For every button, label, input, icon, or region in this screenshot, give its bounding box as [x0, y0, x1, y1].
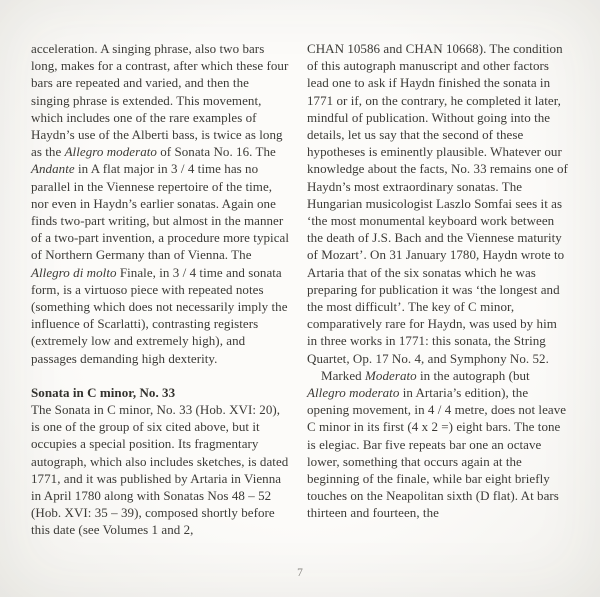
- text-run: in the autograph (but: [416, 367, 530, 383]
- text-run: CHAN 10586 and CHAN 10668). The condition of this autograph manuscript and other factors lead one to ask if Haydn finished the sonata in 1771 or if, on the contrary, he completed it later, mindful of publication. Without going into the details, let us say that the second of these hypotheses is eminently plausible. Whatever our knowledge about the facts, No. 33 remains one of Haydn’s most extraordinary sonatas. The Hungarian musicologist Laszlo Somfai sees it as ‘the most monumental keyboard work between the death of J.S. Bach and the Viennese maturity of Mozart’. On 31 January 1780, Haydn wrote to Artaria that of the six sonatas which he was preparing for publication it was ‘the longest and the most difficult’. The key of C minor, comparatively rare for Haydn, was used by him in three works in 1771: this sonata, the String Quartet, Op. 17 No. 4, and Symphony No. 52.: [307, 41, 568, 366]
- italic-text-run: Allegro di molto: [31, 264, 117, 280]
- italic-text-run: Moderato: [365, 367, 417, 383]
- page-number: 7: [297, 567, 303, 579]
- section-heading: [31, 384, 290, 401]
- text-columns: [31, 40, 570, 539]
- right-column: [307, 40, 570, 539]
- italic-text-run: Allegro moderato: [64, 144, 157, 160]
- text-run: in Artaria’s edition), the opening movement, in 4 / 4 metre, does not leave C minor in its first (4 x 2 =) eight bars. The tone is elegiac. Bar five repeats bar one an octave lower, something that occurs again at the beginning of the finale, while bar eight briefly touches on the Neapolitan sixth (D flat). At bars thirteen and fourteen, the: [307, 385, 567, 521]
- text-run: Sonata in C minor, No. 33: [31, 384, 176, 400]
- paragraph: [307, 40, 570, 367]
- text-run: The Sonata in C minor, No. 33 (Hob. XVI: 20), is one of the group of six cited above, but it occupies a special position. Its fragmentary autograph, which also includes sketches, is dated 1771, and it was published by Artaria in Vienna in April 1780 along with Sonatas Nos 48 – 52 (Hob. XVI: 35 – 39), composed shortly before this date (see Volumes 1 and 2,: [31, 402, 289, 538]
- text-run: Marked: [321, 367, 366, 383]
- italic-text-run: Andante: [31, 161, 75, 177]
- italic-text-run: Allegro moderato: [307, 385, 400, 401]
- text-run: Finale, in 3 / 4 time and sonata form, is a virtuoso piece with repeated notes (something which does not necessarily imply the influence of Scarlatti), contrasting registers (extremely low and extremely high), and passages demanding high dexterity.: [31, 264, 288, 366]
- text-run: in A flat major in 3 / 4 time has no parallel in the Viennese repertoire of the time, nor even in Haydn’s earlier sonatas. Again one finds two-part writing, but almost in the manner of a two-part invention, a procedure more typical of Northern Germany than of Vienna. The: [31, 161, 290, 263]
- paragraph: [31, 401, 290, 539]
- text-run: acceleration. A singing phrase, also two bars long, makes for a contrast, after which these four bars are repeated and varied, and then the singing phrase is extended. This movement, which includes one of the rare examples of Haydn’s use of the Alberti bass, is twice as long as the: [31, 41, 289, 160]
- paragraph: [31, 40, 290, 367]
- paragraph: [307, 367, 570, 522]
- text-run: of Sonata No. 16. The: [156, 144, 276, 160]
- left-column: [31, 40, 290, 539]
